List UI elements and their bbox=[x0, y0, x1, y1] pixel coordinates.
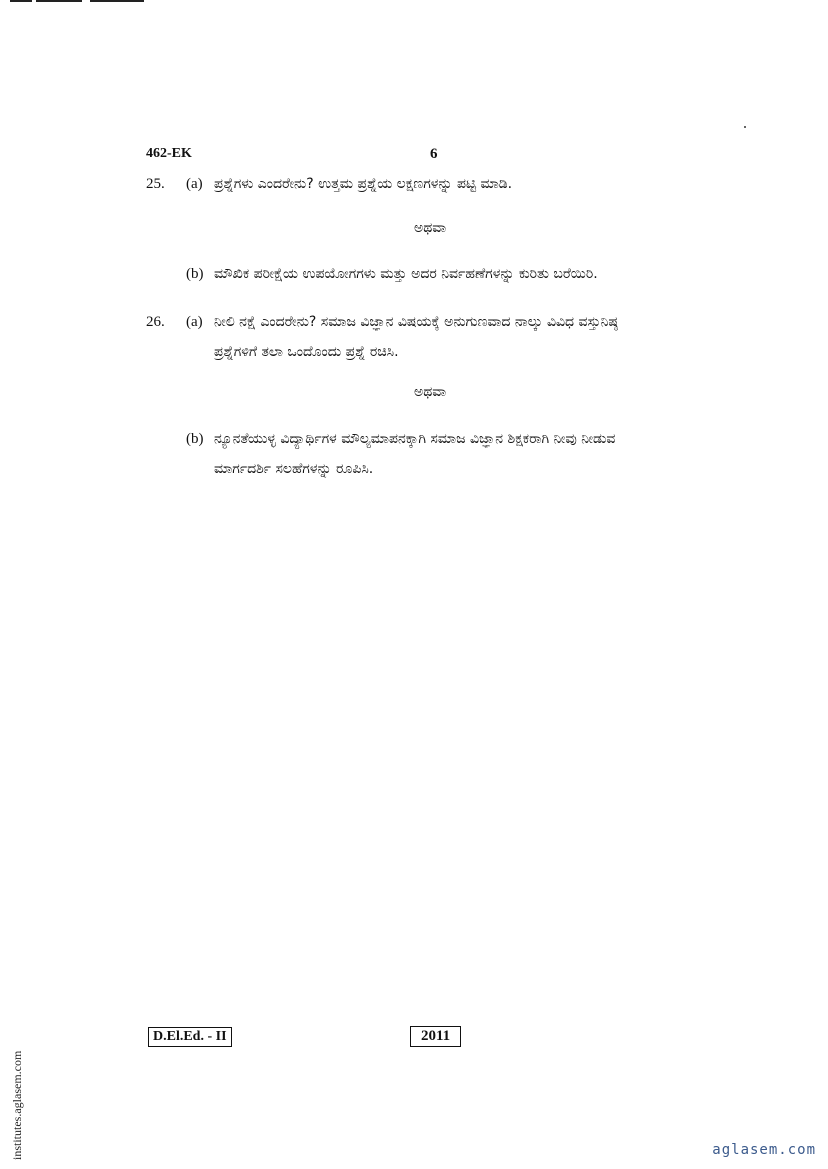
year-box: 2011 bbox=[410, 1026, 461, 1047]
part-label: (b) bbox=[186, 266, 204, 282]
part-label: (a) bbox=[186, 314, 203, 330]
or-label: ಅಥವಾ bbox=[414, 384, 447, 400]
question-text-line: ನೀಲಿ ನಕ್ಷೆ ಎಂದರೇನು? ಸಮಾಜ ವಿಜ್ಞಾನ ವಿಷಯಕ್ಕೆ ಅನುಗುಣವಾದ ನಾಲ್ಕು ವಿವಿಧ ವಸ್ತುನಿಷ್ಠ bbox=[214, 314, 618, 330]
scan-line bbox=[90, 0, 144, 2]
part-label: (b) bbox=[186, 431, 204, 447]
question-text-line: ಮಾರ್ಗದರ್ಶಿ ಸಲಹೆಗಳನ್ನು ರೂಪಿಸಿ. bbox=[214, 461, 374, 477]
side-source-text: institutes.aglasem.com bbox=[10, 1050, 24, 1160]
question-text-line: ನ್ಯೂನತೆಯುಳ್ಳ ವಿದ್ಯಾರ್ಥಿಗಳ ಮೌಲ್ಯಮಾಪನಕ್ಕಾಗಿ ಸಮಾಜ ವಿಜ್ಞಾನ ಶಿಕ್ಷಕರಾಗಿ ನೀವು ನೀಡುವ bbox=[214, 431, 616, 447]
question-number: 25. bbox=[146, 176, 165, 192]
part-label: (a) bbox=[186, 176, 203, 192]
page-number: 6 bbox=[430, 146, 438, 162]
question-text-line: ಪ್ರಶ್ನೆಗಳಿಗೆ ತಲಾ ಒಂದೊಂದು ಪ್ರಶ್ನೆ ರಚಿಸಿ. bbox=[214, 344, 399, 360]
course-box: D.El.Ed. - II bbox=[148, 1027, 232, 1047]
scan-line bbox=[36, 0, 82, 2]
or-label: ಅಥವಾ bbox=[414, 220, 447, 236]
question-text: ಮೌಖಿಕ ಪರೀಕ್ಷೆಯ ಉಪಯೋಗಗಳು ಮತ್ತು ಅದರ ನಿರ್ವಹಣೆಗಳನ್ನು ಕುರಿತು ಬರೆಯಿರಿ. bbox=[214, 266, 598, 282]
scan-speck bbox=[744, 126, 746, 128]
paper-code: 462-EK bbox=[146, 146, 192, 161]
scan-line bbox=[10, 0, 32, 2]
question-text: ಪ್ರಶ್ನೆಗಳು ಎಂದರೇನು? ಉತ್ತಮ ಪ್ರಶ್ನೆಯ ಲಕ್ಷಣಗಳನ್ನು ಪಟ್ಟಿ ಮಾಡಿ. bbox=[214, 176, 513, 192]
question-number: 26. bbox=[146, 314, 165, 330]
watermark: aglasem.com bbox=[712, 1142, 816, 1158]
